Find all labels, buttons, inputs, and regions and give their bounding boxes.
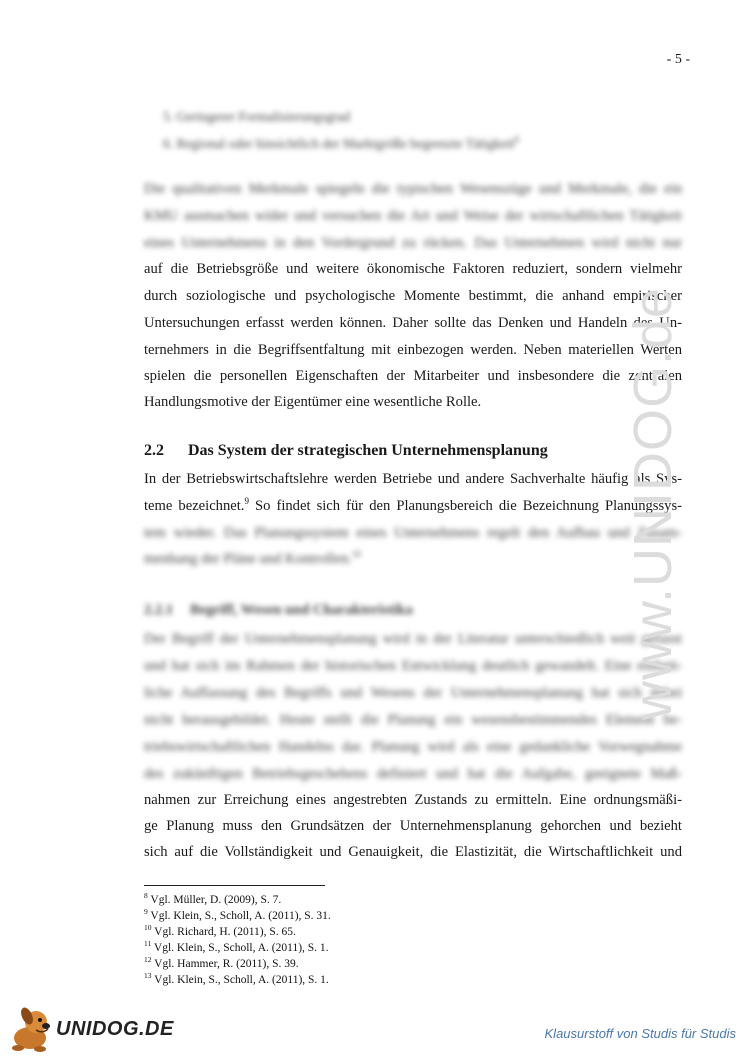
paragraph-line: triebswirtschaftlichen Handelns dar. Planung wird als eine gedankliche Vorwegnahme [144,739,682,755]
logo-text: UNIDOG.DE [56,1018,174,1040]
footnote [144,957,299,971]
paragraph-line: In der Betriebswirtschaftslehre werden Betriebe und andere Sachverhalte häufig als Sys- [144,471,682,487]
section-title: Das System der strategischen Unternehmensplanung [188,442,548,459]
paragraph-line: sich auf die Vollständigkeit und Genauigkeit, die Elastizität, die Wirtschaftlichkeit und [144,844,682,860]
footnote-number: 8 [144,891,148,901]
footnote-text: Vgl. Klein, S., Scholl, A. (2011), S. 1. [154,974,329,986]
footnote [144,925,296,939]
section-heading [144,442,548,460]
footnote-number: 9 [144,907,148,917]
paragraph-line: KMU ausmachen wider und versuchen die Art und Weise der wirtschaftlichen Tätigkeit [144,208,682,224]
footnote-text: Vgl. Müller, D. (2009), S. 7. [150,894,282,906]
paragraph-line: und hat sich im Rahmen der historischen Entwicklung deutlich gewandelt. Eine einheit- [144,658,682,674]
dog-icon [6,1006,58,1054]
list-item-text: 6. Regional oder hinsichtlich der Marktgröße begrenzte Tätigkeit [163,136,515,151]
paragraph-line [144,550,682,568]
subsection-heading [144,602,413,619]
footnote [144,941,329,955]
paragraph-line: ge Planung muss den Grundsätzen der Unternehmensplanung gehorchen und bezieht [144,818,682,834]
paragraph-line: eines Unternehmens in den Vordergrund zu rücken. Das Unternehmen wird nicht nur [144,235,682,251]
page-number: - 5 - [666,52,690,67]
text-run: So findet sich für den Planungsbereich die Bezeichnung Planungssys- [248,498,682,514]
footnote [144,893,281,907]
footnote-number: 13 [144,971,152,981]
section-number: 2.2 [144,442,164,459]
text-run: menhang der Pläne und Kontrollen. [144,551,352,567]
footnote-text: Vgl. Hammer, R. (2011), S. 39. [154,958,299,970]
subsection-title: Begriff, Wesen und Charakteristika [190,602,413,618]
list-item [163,135,519,153]
footnote-number: 12 [144,955,152,965]
footnote-text: Vgl. Klein, S., Scholl, A. (2011), S. 31. [150,910,331,922]
paragraph-line [144,497,682,515]
footnote-number: 10 [144,923,152,933]
paragraph-line: liche Auffassung des Begriffs und Wesens der Unternehmensplanung hat sich dabei [144,685,682,701]
unidog-logo[interactable] [6,1006,174,1054]
paragraph-line: spielen die personellen Eigenschaften der Mitarbeiter und insbesondere die zentralen [144,368,682,384]
paragraph-line: nahmen zur Erreichung eines angestrebten Zustands zu ermitteln. Eine ordnungsmäßi- [144,792,682,808]
footnote-separator [144,885,325,886]
footnote-ref: 10 [351,550,361,560]
footnote-text: Vgl. Klein, S., Scholl, A. (2011), S. 1. [153,942,329,954]
paragraph-line: tem wieder. Das Planungssystem eines Unternehmens regelt den Aufbau und Zusam- [144,525,682,541]
paragraph-line: Handlungsmotive der Eigentümer eine wesentliche Rolle. [144,394,482,410]
footnote-ref: 8 [514,134,519,145]
footer-tagline: Klausurstoff von Studis für Studis [544,1026,736,1041]
list-item: 5. Geringerer Formalisierungsgrad [163,109,351,124]
footnote [144,909,331,923]
footnote-ref: 9 [244,497,249,507]
paragraph-line: auf die Betriebsgröße und weitere ökonomische Faktoren reduziert, sondern vielmehr [144,261,682,277]
paragraph-line: Die qualitativen Merkmale spiegeln die typischen Wesenszüge und Merkmale, die ein [144,181,682,197]
footnote [144,973,329,987]
footnote-number: 11 [144,939,152,949]
footnote-text: Vgl. Richard, H. (2011), S. 65. [154,926,296,938]
subsection-number: 2.2.1 [144,602,174,618]
text-run: teme bezeichnet. [144,498,245,514]
paragraph-line: durch soziologische und psychologische Momente bestimmt, die anhand empirischer [144,288,682,304]
paragraph-line: Untersuchungen erfasst werden können. Daher sollte das Denken und Handeln des Un- [144,315,682,331]
paragraph-line: des zukünftigen Betriebsgeschehens definiert und hat die Aufgabe, geeignete Maß- [144,766,682,782]
paragraph-line: Der Begriff der Unternehmensplanung wird in der Literatur unterschiedlich weit gefasst [144,631,682,647]
paragraph-line: ternehmers in die Begriffsentfaltung mit einbezogen werden. Neben materiellen Werten [144,342,682,358]
watermark: www.UNIDOG.de [623,286,683,720]
paragraph-line: nicht herausgebildet. Heute stellt die Planung ein wesensbestimmendes Element be- [144,712,682,728]
